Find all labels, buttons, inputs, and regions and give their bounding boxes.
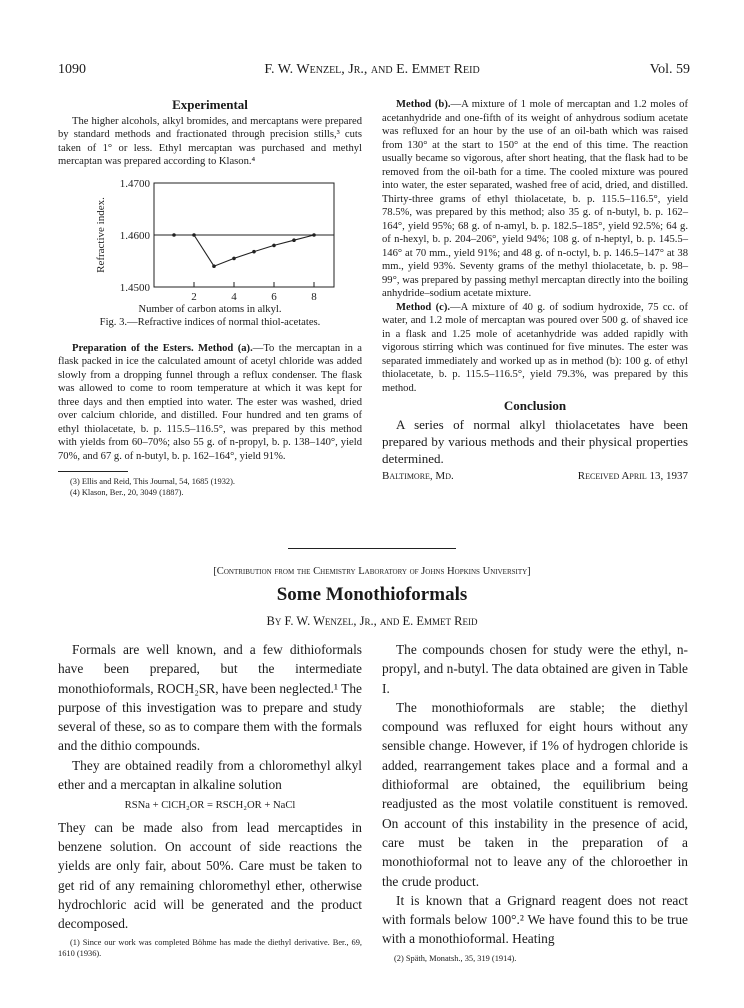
bottom-left-column [58,640,362,959]
figure-xlabel: Number of carbon atoms in alkyl. [138,303,282,315]
right-column [382,98,688,483]
data-point [212,264,216,268]
experimental-paragraph: The higher alcohols, alkyl bromides, and mercaptans were prepared by standard methods and fractionated through precision stills,³ cuts taken of 1° or less. Ethyl mercaptan was purchased and methyl mercaptan was prepared according to Klason.⁴ [58,115,362,167]
method-c-title: Method (c). [396,301,451,313]
footnote-1: (1) Since our work was completed Böhme has made the diethyl derivative. Ber., 69, 1610 (1936). [58,938,362,959]
data-point [292,238,296,242]
method-a-paragraph [58,342,362,464]
byline: By F. W. Wenzel, Jr., and E. Emmet Reid [266,614,478,628]
compounds-paragraph: The compounds chosen for study were the ethyl, n-propyl, and n-butyl. The data obtained are given in Table I. [382,642,688,696]
data-point [252,249,256,253]
method-b-paragraph [382,98,688,301]
intro-paragraph: Formals are well known, and a few dithioformals have been prepared, but the intermediate monothioformals, ROCH₂SR, have been neglected.¹ The purpose of this investigation was to prepare and study several of these, so as to compare them with the formals and the dithio compounds. [58,642,362,754]
footnote-3: (3) Ellis and Reid, This Journal, 54, 1685 (1932). [70,477,236,486]
lead-mercaptide-paragraph: They can be made also from lead mercaptides in benzene solution. On account of side reactions the yields are only fair, about 50%. Care must be taken to get rid of any remaining chloromethyl ether, otherwise hydrochloric acid will be generated and the product decomposed. [58,819,362,932]
footnote-2: (2) Späth, Monatsh., 35, 319 (1914). [394,953,517,963]
x-tick-label: 6 [271,290,277,303]
location: Baltimore, Md. [382,469,454,482]
method-b-title: Method (b). [396,99,451,110]
conclusion-heading: Conclusion [503,398,567,413]
stability-paragraph: The monothioformals are stable; the diethyl compound was refluxed for eight hours without any sensible change. However, if 1% of hydrogen chloride is added, rearrangement takes place and a formal and a dithioformal are obtained, the equilibrium being readjusted as the most volatile constituent is removed. On account of this instability in the presence of acid, care must be taken in the preparation of a monothioformal not to leave any of the chloroether in the crude product. [382,699,688,889]
experimental-heading: Experimental [172,97,248,112]
method-a-text: —To the mercaptan in a flask packed in ice the calculated amount of acetyl chloride was added slowly from a dropping funnel through a reflux condenser. The flask was allowed to come to room temperature at which it was kept for three days and then emptied into water. The ester was washed, dried over calcium chloride, and distilled. Four hundred and ten grams of ethyl thiolacetate, b. p. 115.5–116.5°, was prepared by this method with yields from 60–70%; also 55 g. of n-propyl, b. p. 138–140°, yield 70%, and 67 g. of n-butyl, b. p. 162–164°, yield 91%. [58,342,362,462]
method-c-text: —A mixture of 40 g. of sodium hydroxide, 75 cc. of water, and 1.2 mole of mercaptan was poured over 500 g. of shaved ice in a flask and 1.25 mole of acetanhydride was added rapidly with vigorous stirring which was continued for five minutes. The ester was separated immediately and worked up as in method (b): 100 g. of ethyl thiolacetate, b. p. 115.5–116.5°, yield 79.3%, was prepared by this method. [382,301,688,394]
volume: Vol. 59 [649,62,690,77]
refractive-index-chart [58,175,362,303]
reaction-equation: RSNa + ClCH₂OR = RSCH₂OR + NaCl [124,800,296,812]
y-tick-label: 1.4700 [119,177,150,190]
x-tick-label: 8 [311,290,317,303]
x-tick-label: 2 [191,290,197,303]
y-axis-label: Refractive index. [95,196,107,273]
signoff [382,470,688,484]
method-a-title: Preparation of the Esters. Method (a). [72,342,253,354]
received-date: Received April 13, 1937 [577,469,688,482]
data-point [192,233,196,237]
method-b-text: —A mixture of 1 mole of mercaptan and 1.2 moles of acetanhydride and one-fifth of its weight of anhydrous sodium acetate was refluxed for an hour by the use of an oil-bath which was raised from 130° at the start to 150° at the end of this time. The reaction usually became so vigorous, after short heating, that the flask had to be removed from the oil-bath for a time. The cooled mixture was poured into water, the ester separated, washed free of acid, dried, and distilled. Thirty-three grams of ethyl thiolacetate, b. p. 115.5–116.5°, yield 78.5%, was prepared by this method; also 35 g. of n-butyl, b. p. 162–164°, yield 95%; 68 g. of n-amyl, b. p. 182.5–185°, yield 92.5%; 64 g. of n-hexyl, b. p. 204–206°, yield 94%; 108 g. of n-heptyl, b. p. 145.5–146° at 70 mm., yield 91%; and 48 g. of n-octyl, b. p. 146.5–147° at 38 mm., yield 93%. Seventy grams of the methyl thiolacetate, b. p. 98–99°, was prepared by passing methyl mercaptan directly into the boiling anhydride–sodium acetate mixture. [382,99,688,299]
data-point [312,233,316,237]
footnote-4: (4) Klason, Ber., 20, 3049 (1887). [70,488,184,497]
grignard-paragraph: It is known that a Grignard reagent does not react with formals below 100°.² We have found this to be true with a monothioformal. Heating [382,892,688,947]
running-title: F. W. Wenzel, Jr., and E. Emmet Reid [264,62,480,77]
conclusion-paragraph: A series of normal alkyl thiolacetates have been prepared by various methods and their physical properties determined. [382,416,688,466]
y-tick-label: 1.4500 [119,281,150,294]
data-point [232,256,236,260]
y-tick-label: 1.4600 [119,229,150,242]
synthesis-paragraph: They are obtained readily from a chloromethyl alkyl ether and a mercaptan in alkaline solution [58,757,362,793]
data-point [272,243,276,247]
figure-caption: Fig. 3.—Refractive indices of normal thiol-acetates. [99,317,321,328]
left-column [58,96,362,498]
contribution-line: [Contribution from the Chemistry Laboratory of Johns Hopkins University] [213,566,531,577]
figure-3 [58,175,362,303]
data-point [172,233,176,237]
footnote-divider [58,471,128,472]
page-number: 1090 [58,62,86,77]
method-c-paragraph [382,301,688,396]
article-title: Some Monothioformals [276,584,468,605]
bottom-right-column [382,640,688,964]
section-divider [288,548,456,549]
x-tick-label: 4 [231,290,237,303]
